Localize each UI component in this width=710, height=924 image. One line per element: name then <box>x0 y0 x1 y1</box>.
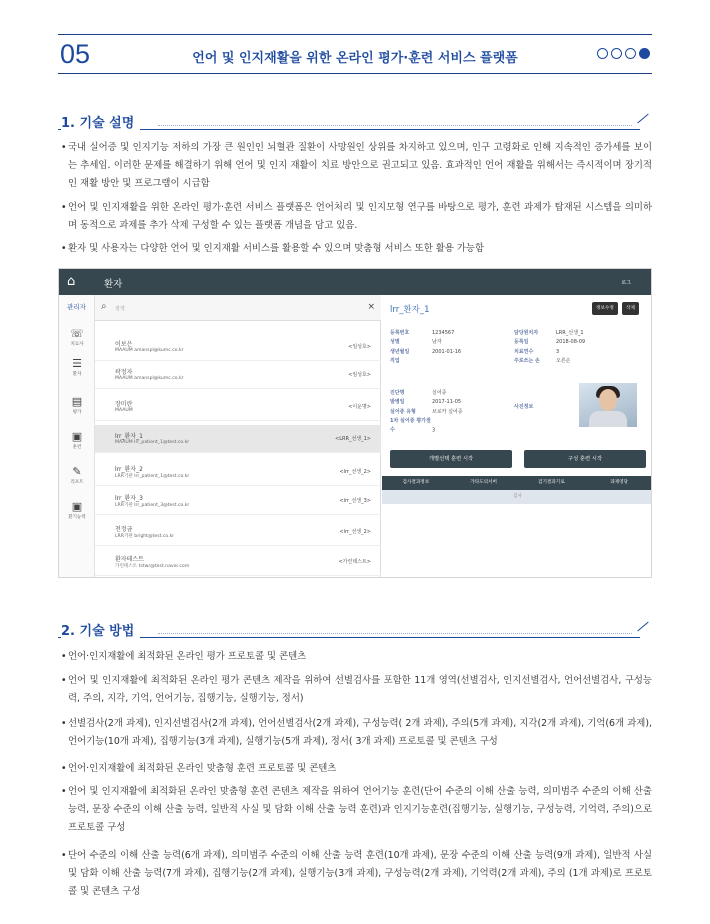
list-item[interactable]: 장미란 MAAUM <이운명> <box>95 393 381 421</box>
sidebar-item-therapist[interactable]: ☏ 치료사 <box>65 327 89 347</box>
sidebar-item-patient[interactable]: ☰ 환자 <box>65 357 89 377</box>
bullet-1-2: • 언어 및 인지재활을 위한 온라인 평가·훈련 서비스 플랫폼은 언어처리 및 인지모형 연구를 바탕으로 평가, 훈련 과제가 탑재된 시스템을 의미하며 동적으로 과제를 추가 삭제 구성할 수 있는 플랫폼 개념을 담고 있음. <box>61 202 652 231</box>
patient-basic-info: 등록번호 1234567 성별 남자 생년월일 2001-01-16 직업 <box>390 330 462 364</box>
bullet-2-6: • 단어 수준의 이해 산출 능력(6개 과제), 의미범주 수준의 이해 산출 능력 훈련(10개 과제), 문장 수준의 이해 산출 능력(9개 과제), 일반적 사실 및 담화 이해 산출 능력(7개 과제), 집행기능(2개 과제), 실행기능(3개 과제), 구성능력(2개 과제), 기억력(2개 과제), 주의 (1개 과제)로 프로토콜 및 콘텐츠 구성 <box>61 850 652 897</box>
app-sidebar <box>59 295 95 578</box>
bullet-2-5: • 언어 및 인지재활에 최적화된 온라인 맞춤형 훈련 콘텐츠 제작을 위하여 언어기능 훈련(단어 수준의 이해 산출 능력, 의미범주 수준의 이해 산출 능력, 문장 수준의 이해 산출 능력, 일반적 사실 및 담화 이해 산출 능력 훈련)과 인지기능훈련(집행기능, 실행기능, 구성능력, 기억력, 주의)으로 프로토콜 구성 <box>61 786 652 833</box>
evaluation-icon: ▤ <box>71 395 83 408</box>
section-1-heading <box>58 112 652 132</box>
start-individual-training-button[interactable]: 개별선택 훈련 시작 <box>390 450 512 468</box>
tab-task[interactable]: 과제영당 <box>610 480 628 485</box>
search-icon: ⌕ <box>101 301 107 312</box>
indicator-dot-icon <box>597 48 608 59</box>
patient-list <box>95 295 381 578</box>
admin-label: 관리자 <box>67 303 86 311</box>
list-item[interactable]: 천정금 LRR기관 bright@test.co.kr <lrr_선생_2> <box>95 518 381 546</box>
start-protocol-training-button[interactable]: 구성 훈련 시작 <box>524 450 646 468</box>
page-header <box>58 34 652 74</box>
bullet-1-1: • 국내 실어증 및 인지기능 저하의 가장 큰 원인인 뇌혈관 질환이 사망원인 상위를 차지하고 있으며, 인구 고령화로 인해 지속적인 증가세를 보이는 추세임. 이러한 문제를 해결하기 위해 언어 및 인지 재활이 치료 방안으로 권고되고 있음. 효과적인 언어 재활을 위해서는 즉시적이며 장기적인 재활 방안 및 프로그램이 시급함 <box>61 142 652 189</box>
edit-icon: ✎ <box>72 465 82 478</box>
page-indicator <box>597 48 650 59</box>
delete-button[interactable]: 삭제 <box>622 302 639 315</box>
bullet-2-1: • 언어·인지재활에 최적화된 온라인 평가 프로토콜 및 콘텐츠 <box>61 651 307 662</box>
clear-search-icon[interactable]: × <box>367 302 375 312</box>
patient-admin-info: 담당원치자 LRR_선생_1 등록일 2018-08-09 치료연수 3 주로쓰는 손 오른손 <box>514 330 586 364</box>
photo-label: 사진정보 <box>514 404 534 410</box>
patient-icon: ☰ <box>72 357 82 370</box>
indicator-dot-active-icon <box>639 48 650 59</box>
edit-info-button[interactable]: 정보수정 <box>592 302 618 315</box>
indicator-dot-icon <box>625 48 636 59</box>
section-number: 05 <box>60 39 91 69</box>
search-input[interactable]: 검색 <box>115 306 125 312</box>
bullet-2-2: • 언어 및 인지재활에 최적화된 온라인 평가 콘텐츠 제작을 위하여 선별검사를 포함한 11개 영역(선별검사, 인지선별검사, 언어선별검사, 구성능력, 주의, 지각, 기억, 언어기능, 집행기능, 실행기능, 정서) <box>61 675 652 704</box>
app-topbar <box>59 269 652 295</box>
page-title: 언어 및 인지재활을 위한 온라인 평가·훈련 서비스 플랫폼 <box>192 51 518 66</box>
bullet-1-3: • 환자 및 사용자는 다양한 언어 및 인지재활 서비스를 활용할 수 있으며 맞춤형 서비스 또한 활용 가능함 <box>61 243 485 254</box>
bullet-2-3: • 선별검사(2개 과제), 인지선별검사(2개 과제), 언어선별검사(2개 과제), 구성능력( 2개 과제), 주의(5개 과제), 지각(2개 과제), 기억(6개 과제), 언어기능(10개 과제), 집행기능(3개 과제), 실행기능(5개 과제), 정서( 3개 과제) 프로토콜 및 콘텐츠 구성 <box>61 718 652 747</box>
home-icon[interactable]: ⌂ <box>67 274 76 289</box>
logout-button[interactable]: 로그 <box>621 280 631 286</box>
tab-other[interactable]: 가타도의서버 <box>470 480 497 485</box>
list-item[interactable]: 이보은 MAAUM amanspl@kumc.co.kr <임성호> <box>95 333 381 361</box>
tab-content-row: 검사 <box>382 490 652 504</box>
patient-search[interactable] <box>95 295 381 321</box>
section-2-title: 2. 기술 방법 <box>61 620 140 639</box>
sidebar-item-evaluation[interactable]: ▤ 평가 <box>65 395 89 415</box>
section-1-title: 1. 기술 설명 <box>61 112 140 131</box>
sidebar-item-training[interactable]: ▣ 훈련 <box>65 430 89 450</box>
indicator-dot-icon <box>611 48 622 59</box>
app-title: 환자 <box>104 279 123 290</box>
bullet-2-4: • 언어·인지재활에 최적화된 온라인 맞춤형 훈련 프로토콜 및 콘텐츠 <box>61 763 337 774</box>
app-screenshot <box>58 268 652 578</box>
therapist-icon: ☏ <box>70 327 84 340</box>
sidebar-item-function[interactable]: ▣ 환기능력 <box>65 500 89 520</box>
monitor-icon: ▣ <box>71 500 83 513</box>
section-2-heading <box>58 620 652 640</box>
list-item[interactable]: lrr_환자_2 LRR기관 lrr_patient_1@test.co.kr <lrr_선생_2> <box>95 458 381 486</box>
sidebar-item-report[interactable]: ✎ 리포트 <box>65 465 89 485</box>
list-item[interactable]: 곽정자 MAAUM amanspl@kumc.co.kr <임성호> <box>95 361 381 389</box>
patient-photo <box>579 383 637 427</box>
list-item[interactable]: 환자테스트 가린테스트 tstwr@test.naver.com <가린테스트> <box>95 548 381 576</box>
patient-name: lrr_환자_1 <box>390 305 430 315</box>
tab-result-record[interactable]: 검기결과기로 <box>538 480 565 485</box>
list-item-selected[interactable]: lrr_환자_1 MAAUM lrr_patient_1@test.co.kr <LRR_선생_1> <box>95 425 381 453</box>
detail-tabs <box>382 476 652 490</box>
patient-clinical-info: 진단명 실어증 발병일 2017-11-05 실어증 유형 브로카 실어증 1차 실어증 평가점수 3 <box>390 390 463 434</box>
tab-exam-result[interactable]: 검사결과정보 <box>402 480 430 485</box>
patient-detail <box>382 295 652 578</box>
monitor-icon: ▣ <box>71 430 83 443</box>
list-item[interactable]: lrr_환자_3 LRR기관 lrr_patient_3@test.co.kr <lrr_선생_3> <box>95 487 381 515</box>
